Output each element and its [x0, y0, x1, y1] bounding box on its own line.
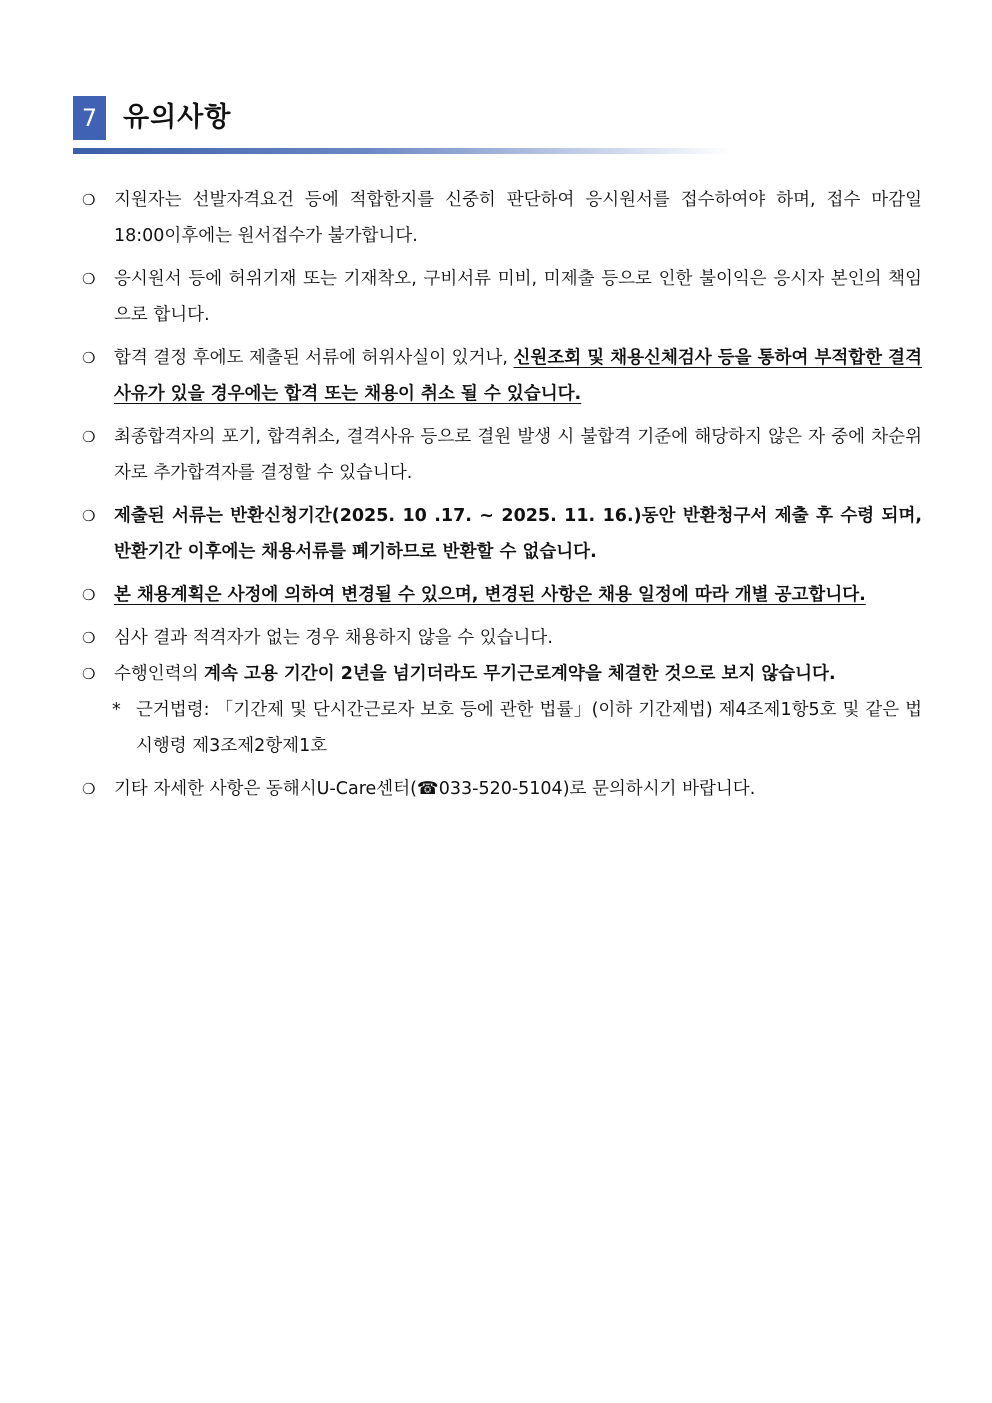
notice-text: 기타 자세한 사항은 동해시U-Care센터(☎033-520-5104)로 문의하시기 바랍니다.: [114, 779, 756, 799]
notice-item-additional-pass: [80, 419, 922, 491]
note-asterisk: *: [112, 700, 121, 720]
notice-list: [80, 182, 922, 807]
notice-text: 수행인력의: [114, 664, 205, 684]
notice-text: 지원자는 선발자격요건 등에 적합한지를 신중히 판단하여 응시원서를 접수하여야 하며, 접수 마감일 18:00이후에는 원서접수가 불가합니다.: [114, 190, 922, 246]
title-underline-bar: [73, 148, 733, 154]
notice-item-cancellation: [80, 340, 922, 412]
notice-emphasis: 신원조회 및 채용신체검사 등을 통하여 부적합한 결격사유가 있을 경우에는 합격 또는 채용이 취소 될 수 있습니다.: [114, 348, 922, 404]
notice-item-application-deadline: [80, 182, 922, 254]
notice-text: 응시원서 등에 허위기재 또는 기재착오, 구비서류 미비, 미제출 등으로 인한 불이익은 응시자 본인의 책임으로 합니다.: [114, 269, 922, 325]
section-header: [73, 96, 733, 158]
notice-item-no-qualified: [80, 620, 922, 656]
legal-basis-note: [80, 692, 922, 764]
bullet-circle-icon: ❍: [82, 586, 96, 604]
notice-emphasis: 계속 고용 기간이 2년을 넘기더라도 무기근로계약을 체결한 것으로 보지 않습니다.: [204, 664, 836, 684]
bullet-circle-icon: ❍: [82, 349, 96, 367]
notice-item-false-entry: [80, 261, 922, 333]
note-text: 근거법령: 「기간제 및 단시간근로자 보호 등에 관한 법률」(이하 기간제법) 제4조제1항5호 및 같은 법 시행령 제3조제2항제1호: [136, 700, 922, 756]
bullet-circle-icon: ❍: [82, 428, 96, 446]
bullet-circle-icon: ❍: [82, 780, 96, 798]
bullet-circle-icon: ❍: [82, 629, 96, 647]
notice-text: 제출된 서류는 반환신청기간(2025. 10 .17. ~ 2025. 11. 16.)동안 반환청구서 제출 후 수령 되며, 반환기간 이후에는 채용서류를 폐기하므로 반환할 수 없습니다.: [114, 506, 922, 562]
bullet-circle-icon: ❍: [82, 507, 96, 525]
notice-text: 심사 결과 적격자가 없는 경우 채용하지 않을 수 있습니다.: [114, 628, 553, 648]
bullet-circle-icon: ❍: [82, 191, 96, 209]
notice-text: 합격 결정 후에도 제출된 서류에 허위사실이 있거나,: [114, 348, 514, 368]
notice-item-employment-period: [80, 656, 922, 692]
bullet-circle-icon: ❍: [82, 665, 96, 683]
notice-text: 최종합격자의 포기, 합격취소, 결격사유 등으로 결원 발생 시 불합격 기준에 해당하지 않은 자 중에 차순위자로 추가합격자를 결정할 수 있습니다.: [114, 427, 922, 483]
bullet-circle-icon: ❍: [82, 270, 96, 288]
notice-item-plan-change: [80, 577, 922, 613]
section-number-badge: 7: [73, 96, 106, 140]
notice-text: 본 채용계획은 사정에 의하여 변경될 수 있으며, 변경된 사항은 채용 일정에 따라 개별 공고합니다.: [114, 585, 866, 605]
notice-item-contact: [80, 771, 922, 807]
notice-item-document-return: [80, 498, 922, 570]
section-title: 유의사항: [123, 102, 232, 133]
